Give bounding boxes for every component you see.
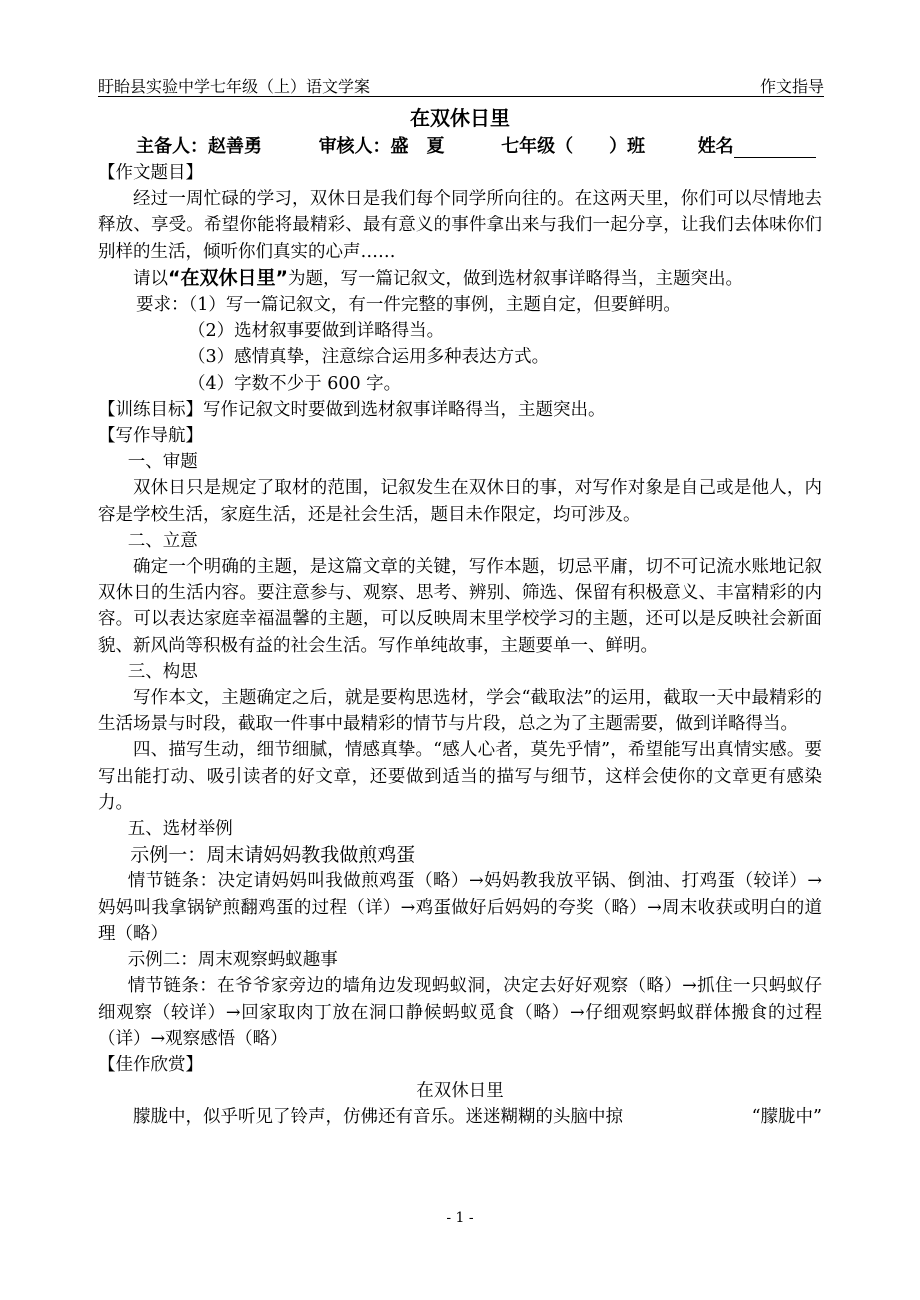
requirement-2: （2）选材叙事要做到详略得当。 — [188, 321, 445, 342]
page-number: - 1 - — [446, 1210, 474, 1226]
example-1-title: 示例一：周末请妈妈教我做煎鸡蛋 — [130, 844, 416, 867]
header-left: 盱眙县实验中学七年级（上）语文学案 — [98, 77, 371, 96]
reviewer: 审核人：盛 夏 — [318, 136, 445, 157]
requirement-4: （4）字数不少于 600 字。 — [188, 373, 402, 394]
example-2-text: 情节链条：在爷爷家旁边的墙角边发现蚂蚁洞，决定去好好观察（略）→抓住一只蚂蚁仔细观察（较详）→回家取肉丁放在洞口静候蚂蚁觅食（略）→仔细观察蚂蚁群体搬食的过程（详）→观察感悟（略） — [98, 976, 822, 1049]
example-2-title: 示例二：周末观察蚂蚁趣事 — [127, 950, 338, 971]
instruction-title: “在双休日里” — [168, 266, 288, 289]
training-goal: 【训练目标】写作记叙文时要做到选材叙事详略得当，主题突出。 — [98, 399, 606, 420]
nav-heading: 【写作导航】 — [98, 426, 203, 447]
page-header — [98, 74, 824, 97]
section-1-heading: 一、审题 — [127, 452, 198, 473]
document-title: 在双休日里 — [410, 106, 510, 130]
section-2-heading: 二、立意 — [127, 530, 198, 551]
author-line — [136, 132, 816, 158]
class-field: 七年级（ ）班 — [501, 136, 646, 157]
example-1-text: 情节链条：决定请妈妈叫我做煎鸡蛋（略）→妈妈教我放平锅、倒油、打鸡蛋（较详）→妈妈叫我拿锅铲煎翻鸡蛋的过程（详）→鸡蛋做好后妈妈的夸奖（略）→周末收获或明白的道理（略） — [98, 871, 822, 944]
header-right: 作文指导 — [759, 77, 824, 96]
instruction-pre: 请以 — [133, 268, 168, 289]
essay-first-line — [98, 1104, 822, 1130]
topic-instruction — [98, 265, 822, 292]
section-3-text: 写作本文，主题确定之后，就是要构思选材，学会“截取法”的运用，截取一天中最精彩的生活场景与时段，截取一件事中最精彩的情节与片段，总之为了主题需要，做到详略得当。 — [98, 688, 822, 735]
instruction-post: 为题，写一篇记叙文，做到选材叙事详略得当，主题突出。 — [287, 268, 743, 289]
name-blank — [734, 139, 816, 158]
topic-paragraph: 经过一周忙碌的学习，双休日是我们每个同学所向往的。在这两天里，你们可以尽情地去释放、享受。希望你能将最精彩、最有意义的事件拿出来与我们一起分享，让我们去体味你们别样的生活，倾听你们真实的心声…… — [98, 189, 822, 262]
name-label: 姓名 — [697, 136, 734, 157]
section-1-text: 双休日只是规定了取材的范围，记叙发生在双休日的事，对写作对象是自己或是他人，内容是学校生活，家庭生活，还是社会生活，题目未作限定，均可涉及。 — [98, 478, 822, 525]
essay-title: 在双休日里 — [416, 1081, 504, 1102]
section-4-text: 四、描写生动，细节细腻，情感真挚。“感人心者，莫先乎情”，希望能写出真情实感。要写出能打动、吸引读者的好文章，还要做到适当的描写与细节，这样会使你的文章更有感染力。 — [98, 740, 822, 813]
section-2-text: 确定一个明确的主题，是这篇文章的关键，写作本题，切忌平庸，切不可记流水账地记叙双休日的生活内容。要注意参与、观察、思考、辨别、筛选、保留有积极意义、丰富精彩的内容。可以表达家庭幸福温馨的主题，可以反映周末里学校学习的主题，还可以是反映社会新面貌、新风尚等积极有益的社会生活。写作单纯故事，主题要单一、鲜明。 — [98, 557, 822, 656]
topic-heading: 【作文题目】 — [98, 163, 203, 183]
essay-first-text: 朦胧中，似乎听见了铃声，仿佛还有音乐。迷迷糊糊的头脑中掠 — [133, 1107, 623, 1128]
requirement-1: 要求：（1）写一篇记叙文，有一件完整的事例，主题自定，但要鲜明。 — [136, 295, 681, 316]
section-5-heading: 五、选材举例 — [127, 819, 233, 840]
preparer: 主备人：赵善勇 — [136, 136, 262, 157]
appreciation-heading: 【佳作欣赏】 — [98, 1054, 203, 1075]
requirement-3: （3）感情真挚，注意综合运用多种表达方式。 — [188, 347, 550, 368]
document-body — [98, 160, 822, 1131]
margin-note: “朦胧中” — [751, 1107, 822, 1128]
section-3-heading: 三、构思 — [127, 661, 198, 682]
